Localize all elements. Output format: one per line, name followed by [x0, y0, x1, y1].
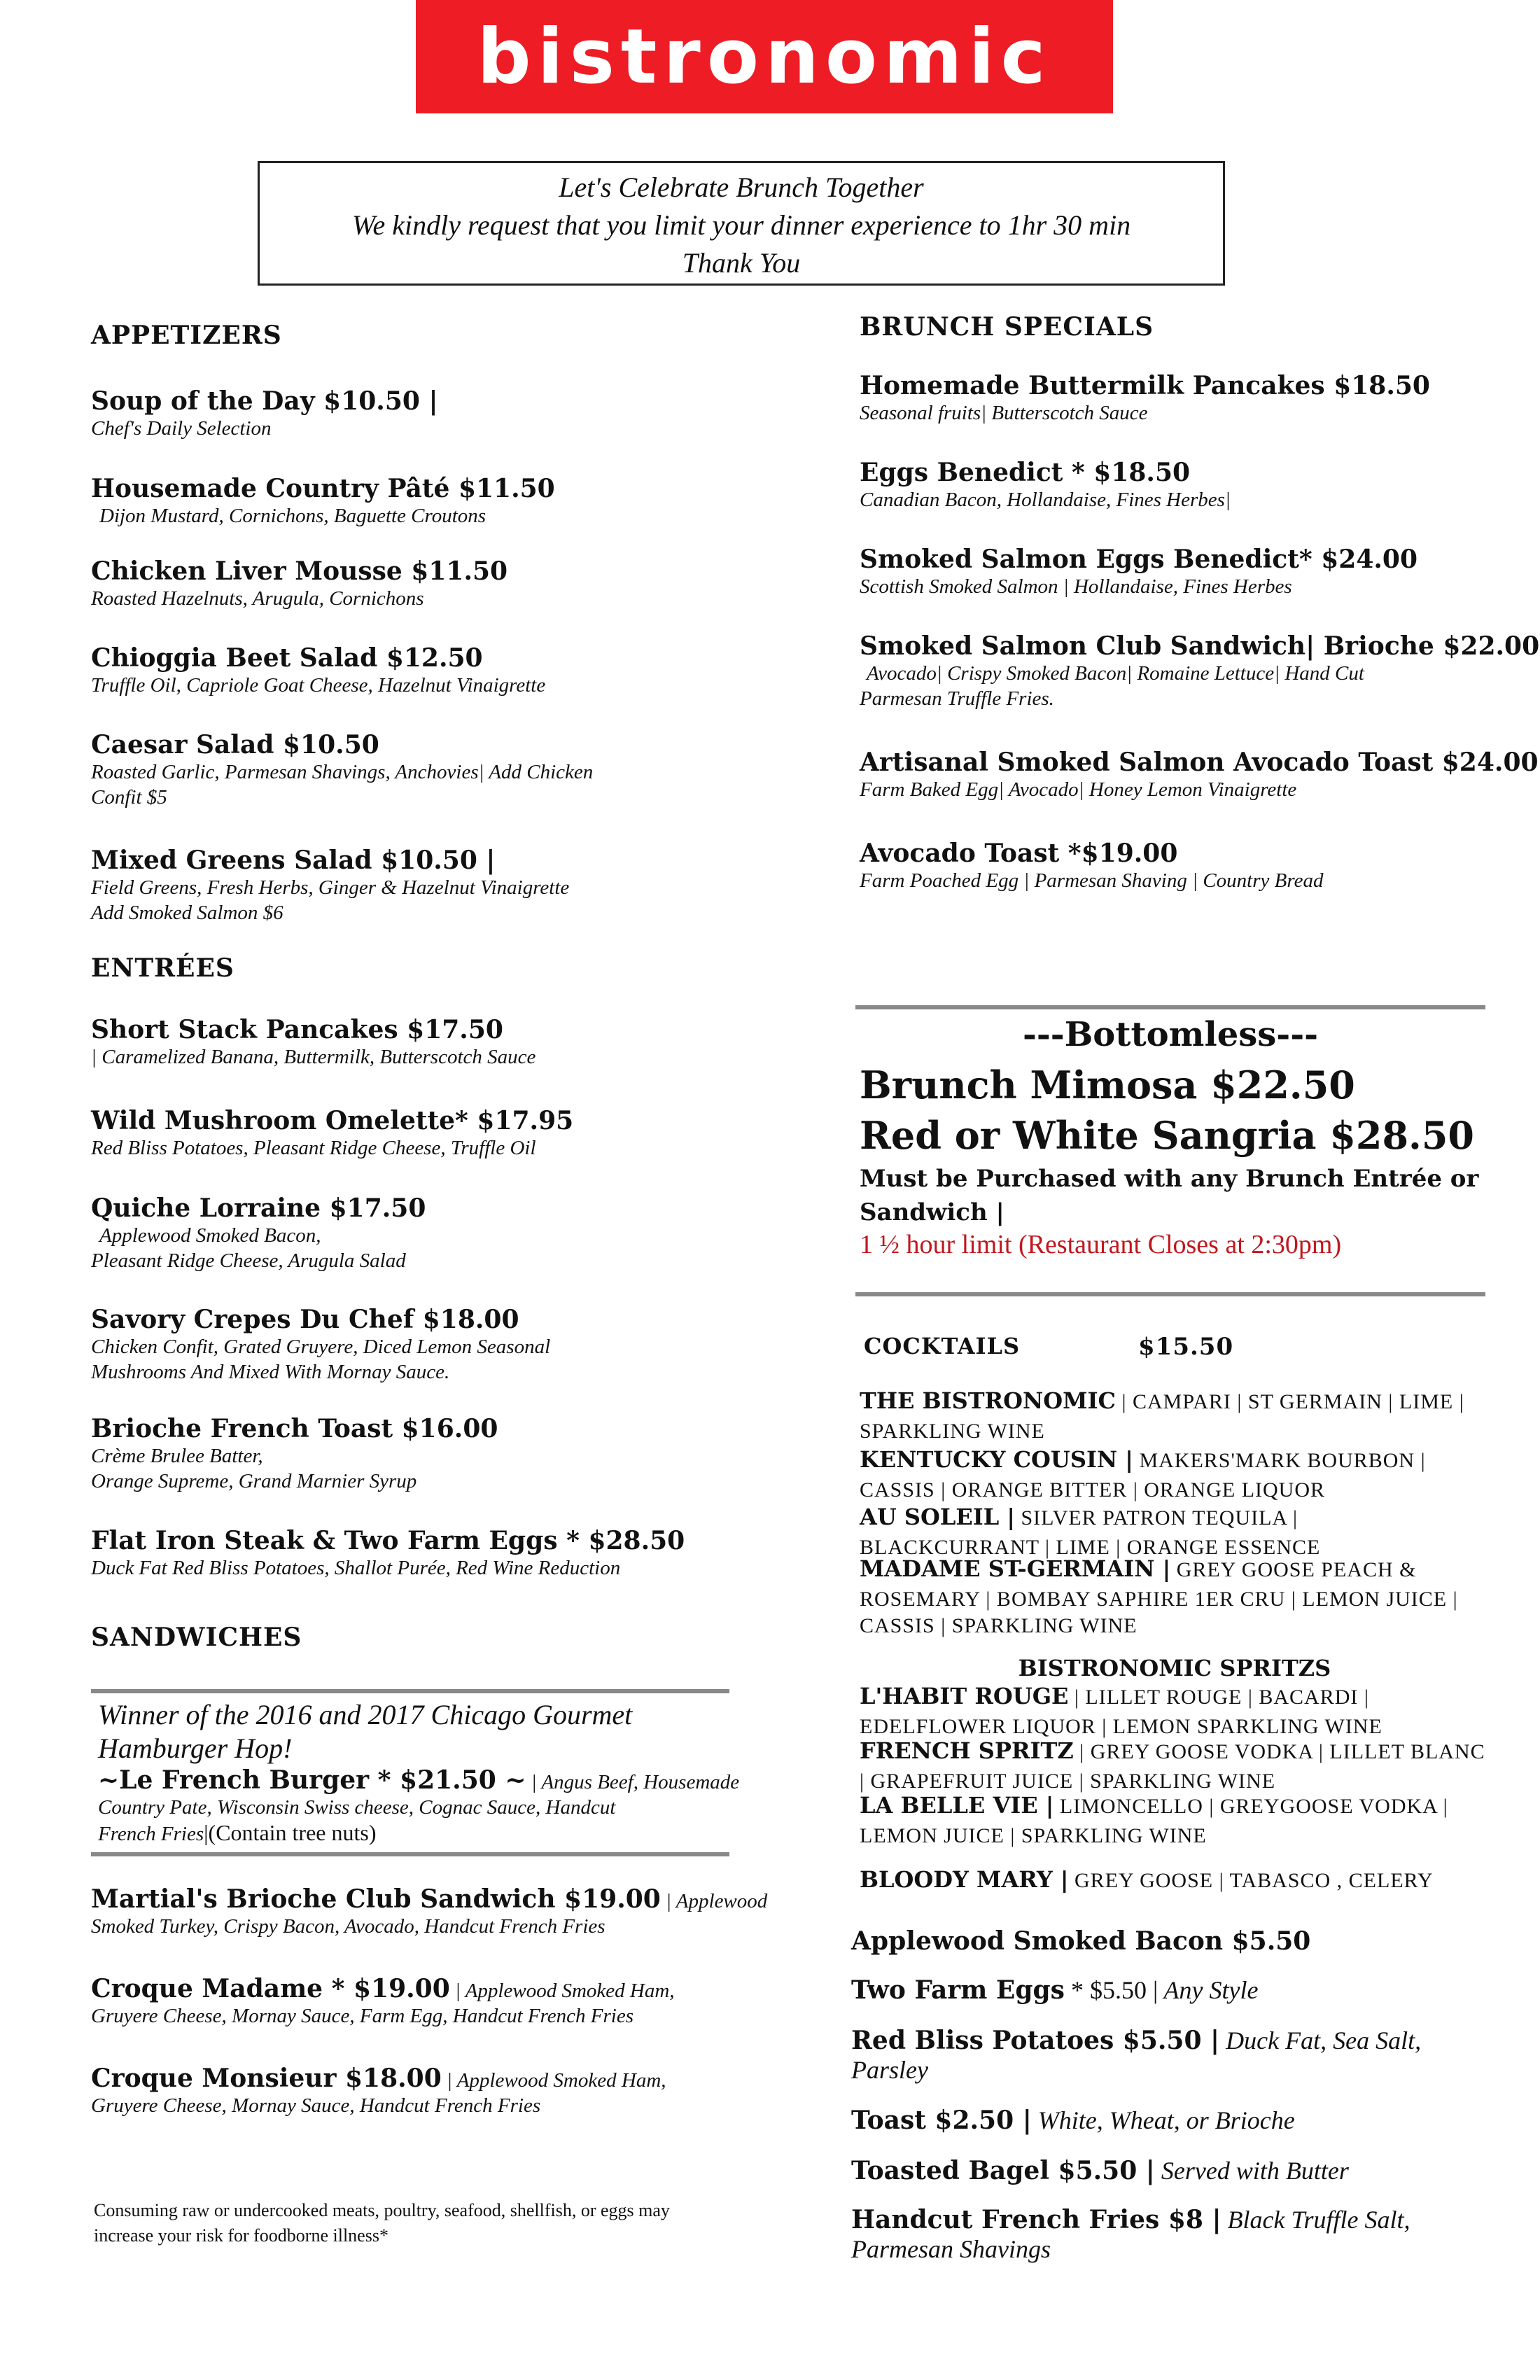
- cocktail-desc: EDELFLOWER LIQUOR | LEMON SPARKLING WINE: [860, 1715, 1382, 1738]
- cocktail-name: AU SOLEIL |: [860, 1504, 1015, 1530]
- item-desc: Field Greens, Fresh Herbs, Ginger & Hazelnut Vinaigrette: [91, 876, 570, 899]
- spritz-title: BISTRONOMIC SPRITZS: [1018, 1655, 1331, 1681]
- cocktail-desc: CASSIS | SPARKLING WINE: [860, 1614, 1138, 1637]
- footnote-line: increase your risk for foodborne illness*: [94, 2225, 388, 2246]
- item-desc: Seasonal fruits| Butterscotch Sauce: [860, 402, 1148, 424]
- side-desc: Parmesan Shavings: [851, 2235, 1051, 2263]
- item-name: Smoked Salmon Eggs Benedict* $24.00: [860, 545, 1418, 574]
- side-name: Applewood Smoked Bacon $5.50: [851, 1926, 1311, 1956]
- item-desc: Applewood Smoked Bacon,: [99, 1224, 321, 1247]
- item-desc: Chicken Confit, Grated Gruyere, Diced Lemon Seasonal: [91, 1336, 551, 1358]
- burger-line: [98, 1765, 740, 1795]
- item-desc: Farm Baked Egg| Avocado| Honey Lemon Vinaigrette: [860, 778, 1297, 801]
- cocktail-item: [860, 1504, 1490, 1561]
- cocktail-item: [860, 1446, 1490, 1504]
- menu-item: [91, 846, 763, 925]
- item-desc: Confit $5: [91, 786, 167, 808]
- item-desc: Gruyere Cheese, Mornay Sauce, Handcut French Fries: [91, 2094, 541, 2117]
- burger-desc: French Fries: [98, 1823, 204, 1845]
- menu-item: [91, 1194, 763, 1273]
- side-item: [851, 2205, 1410, 2264]
- item-desc: Scottish Smoked Salmon | Hollandaise, Fines Herbes: [860, 575, 1292, 598]
- cocktail-desc: GREY GOOSE PEACH &: [1170, 1558, 1417, 1581]
- cocktail-desc: LEMON JUICE | SPARKLING WINE: [860, 1824, 1207, 1847]
- bottomless-title: ---Bottomless---: [1022, 1015, 1319, 1054]
- cocktail-desc: LIMONCELLO | GREYGOOSE VODKA |: [1054, 1795, 1448, 1818]
- side-price: * $5.50 |: [1064, 1976, 1158, 2004]
- side-desc: White, Wheat, or Brioche: [1031, 2106, 1295, 2134]
- side-item: [851, 1926, 1310, 1956]
- side-name: Red Bliss Potatoes $5.50 |: [851, 2026, 1220, 2055]
- cocktail-item: [860, 1555, 1490, 1639]
- appetizers-title: APPETIZERS: [91, 321, 282, 350]
- item-desc: Parmesan Truffle Fries.: [860, 687, 1054, 710]
- cocktail-desc: SPARKLING WINE: [860, 1420, 1045, 1443]
- side-name: Toast $2.50 |: [851, 2106, 1032, 2135]
- menu-item: [91, 1106, 763, 1161]
- menu-item: [860, 839, 1490, 893]
- item-name: Smoked Salmon Club Sandwich| Brioche $22.00: [860, 631, 1540, 661]
- item-name: Mixed Greens Salad $10.50 |: [91, 846, 496, 875]
- item-desc: Red Bliss Potatoes, Pleasant Ridge Cheese, Truffle Oil: [91, 1137, 536, 1159]
- menu-item: [91, 2064, 763, 2118]
- menu-item: [91, 556, 763, 611]
- cocktail-item: [860, 1866, 1490, 1897]
- cocktail-item: [860, 1683, 1490, 1740]
- notice-line: Thank You: [682, 247, 801, 279]
- menu-item: [91, 1526, 763, 1581]
- item-desc: Crème Brulee Batter,: [91, 1445, 263, 1467]
- footnote-line: Consuming raw or undercooked meats, poultry, seafood, shellfish, or eggs may: [94, 2200, 670, 2220]
- side-desc: Black Truffle Salt,: [1221, 2206, 1410, 2234]
- menu-item: [91, 1015, 763, 1070]
- burger-note: |(Contain tree nuts): [204, 1820, 377, 1845]
- cocktail-item: [860, 1387, 1490, 1445]
- cocktail-name: LA BELLE VIE |: [860, 1792, 1054, 1819]
- item-name: Homemade Buttermilk Pancakes $18.50: [860, 371, 1430, 400]
- logo: [416, 0, 1113, 113]
- menu-item: [91, 1305, 763, 1385]
- winner-line: Winner of the 2016 and 2017 Chicago Gourmet: [98, 1699, 633, 1730]
- winner-line: Hamburger Hop!: [98, 1732, 293, 1764]
- cocktail-name: BLOODY MARY |: [860, 1866, 1069, 1893]
- menu-item: [91, 730, 763, 810]
- burger-desc: | Angus Beef, Housemade: [526, 1771, 740, 1793]
- menu-item: [91, 1414, 763, 1494]
- item-name: Flat Iron Steak & Two Farm Eggs * $28.50: [91, 1526, 685, 1555]
- item-desc: Avocado| Crispy Smoked Bacon| Romaine Lettuce| Hand Cut: [867, 662, 1364, 685]
- item-desc: | Applewood Smoked Ham,: [449, 1980, 675, 2002]
- cocktail-item: [860, 1792, 1490, 1849]
- item-desc: Orange Supreme, Grand Marnier Syrup: [91, 1470, 417, 1492]
- cocktails-title: COCKTAILS: [864, 1333, 1021, 1359]
- item-desc: Chef's Daily Selection: [91, 417, 272, 440]
- item-desc: Pleasant Ridge Cheese, Arugula Salad: [91, 1250, 406, 1272]
- menu-item: [860, 748, 1539, 802]
- time-limit: 1 ½ hour limit (Restaurant Closes at 2:30pm): [860, 1230, 1342, 1259]
- item-name: Housemade Country Pâté $11.50: [91, 474, 555, 503]
- mimosa-offer: Brunch Mimosa $22.50: [860, 1063, 1355, 1107]
- item-name: Croque Monsieur $18.00: [91, 2064, 442, 2093]
- cocktail-item: [860, 1737, 1490, 1795]
- brunch-specials-title: BRUNCH SPECIALS: [860, 312, 1154, 342]
- item-desc: Smoked Turkey, Crispy Bacon, Avocado, Handcut French Fries: [91, 1915, 606, 1938]
- item-name: Wild Mushroom Omelette* $17.95: [91, 1106, 574, 1135]
- item-desc: Duck Fat Red Bliss Potatoes, Shallot Purée, Red Wine Reduction: [91, 1557, 621, 1579]
- item-desc: Farm Poached Egg | Parmesan Shaving | Country Bread: [860, 869, 1324, 892]
- item-name: Eggs Benedict * $18.50: [860, 458, 1191, 487]
- cocktail-desc: SILVER PATRON TEQUILA |: [1015, 1506, 1298, 1530]
- sandwiches-title: SANDWICHES: [91, 1623, 302, 1652]
- item-desc: Canadian Bacon, Hollandaise, Fines Herbes|: [860, 489, 1231, 511]
- side-item: [851, 2156, 1349, 2185]
- cocktail-desc: | LILLET ROUGE | BACARDI |: [1068, 1686, 1369, 1709]
- side-desc: Any Style: [1158, 1976, 1259, 2004]
- item-name: Savory Crepes Du Chef $18.00: [91, 1305, 519, 1334]
- item-name: Croque Madame * $19.00: [91, 1974, 450, 2003]
- sangria-offer: Red or White Sangria $28.50: [860, 1113, 1475, 1158]
- notice-box: [258, 161, 1225, 286]
- item-desc: Roasted Hazelnuts, Arugula, Cornichons: [91, 587, 424, 610]
- item-name: Artisanal Smoked Salmon Avocado Toast $24.00: [860, 748, 1539, 777]
- item-name: Chicken Liver Mousse $11.50: [91, 556, 508, 586]
- divider: [855, 1005, 1485, 1009]
- logo-text: bistronomic: [477, 13, 1052, 101]
- item-name: Caesar Salad $10.50: [91, 730, 379, 760]
- item-name: Short Stack Pancakes $17.50: [91, 1015, 503, 1044]
- cocktail-name: MADAME ST-GERMAIN |: [860, 1555, 1171, 1582]
- side-item: [851, 1975, 1258, 2005]
- item-desc: | Applewood: [660, 1890, 768, 1912]
- side-desc: Served with Butter: [1154, 2157, 1349, 2185]
- item-name: Martial's Brioche Club Sandwich $19.00: [91, 1884, 661, 1914]
- cocktail-desc: | CAMPARI | ST GERMAIN | LIME |: [1115, 1390, 1464, 1413]
- item-desc: Truffle Oil, Capriole Goat Cheese, Hazelnut Vinaigrette: [91, 674, 546, 696]
- side-desc: Duck Fat, Sea Salt,: [1219, 2026, 1422, 2054]
- menu-item: [91, 1884, 768, 1939]
- cocktail-desc: | GRAPEFRUIT JUICE | SPARKLING WINE: [860, 1770, 1276, 1793]
- entrees-title: ENTRÉES: [91, 953, 234, 983]
- item-name: Chioggia Beet Salad $12.50: [91, 643, 483, 673]
- notice-line: Let's Celebrate Brunch Together: [559, 172, 924, 203]
- item-desc: Gruyere Cheese, Mornay Sauce, Farm Egg, Handcut French Fries: [91, 2005, 634, 2027]
- note-line: Sandwich |: [860, 1198, 1004, 1226]
- cocktail-name: FRENCH SPRITZ: [860, 1737, 1074, 1764]
- cocktail-desc: CASSIS | ORANGE BITTER | ORANGE LIQUOR: [860, 1478, 1326, 1502]
- cocktails-price: $15.50: [1138, 1333, 1234, 1361]
- item-name: Soup of the Day $10.50 |: [91, 386, 438, 416]
- bottomless-note: [860, 1162, 1490, 1229]
- cocktail-name: KENTUCKY COUSIN |: [860, 1446, 1133, 1473]
- menu-item: [860, 458, 1490, 512]
- item-name: Avocado Toast *$19.00: [860, 839, 1178, 868]
- cocktail-desc: BLACKCURRANT | LIME | ORANGE ESSENCE: [860, 1536, 1321, 1559]
- menu-item: [860, 545, 1490, 599]
- footnote: [94, 2198, 766, 2248]
- side-item: [851, 2106, 1295, 2135]
- cocktail-name: THE BISTRONOMIC: [860, 1387, 1116, 1414]
- menu-item: [91, 474, 763, 528]
- side-item: [851, 2026, 1421, 2085]
- item-name: Quiche Lorraine $17.50: [91, 1194, 426, 1223]
- item-desc: Roasted Garlic, Parmesan Shavings, Anchovies| Add Chicken: [91, 761, 594, 783]
- cocktail-desc: ROSEMARY | BOMBAY SAPHIRE 1ER CRU | LEMON JUICE |: [860, 1588, 1458, 1611]
- cocktail-name: L'HABIT ROUGE: [860, 1683, 1069, 1709]
- notice-line: We kindly request that you limit your dinner experience to 1hr 30 min: [351, 209, 1131, 241]
- item-desc: | Applewood Smoked Ham,: [441, 2069, 666, 2092]
- divider: [91, 1852, 729, 1856]
- item-desc: Mushrooms And Mixed With Mornay Sauce.: [91, 1361, 450, 1383]
- burger-feature: [98, 1698, 740, 1847]
- menu-item: [91, 1974, 763, 2029]
- divider: [855, 1292, 1485, 1296]
- cocktail-desc: | GREY GOOSE VODKA | LILLET BLANC: [1073, 1740, 1485, 1763]
- item-name: Brioche French Toast $16.00: [91, 1414, 498, 1443]
- cocktail-desc: GREY GOOSE | TABASCO , CELERY: [1068, 1869, 1434, 1892]
- note-line: Must be Purchased with any Brunch Entrée or: [860, 1165, 1479, 1193]
- menu-item: [860, 631, 1540, 711]
- divider: [91, 1689, 729, 1693]
- side-name: Toasted Bagel $5.50 |: [851, 2156, 1155, 2185]
- burger-desc: Country Pate, Wisconsin Swiss cheese, Cognac Sauce, Handcut: [98, 1796, 616, 1819]
- cocktail-desc: MAKERS'MARK BOURBON |: [1133, 1449, 1426, 1472]
- menu-item: [91, 386, 763, 441]
- side-name: Two Farm Eggs: [851, 1975, 1065, 2005]
- menu-item: [91, 643, 763, 698]
- item-desc: Dijon Mustard, Cornichons, Baguette Croutons: [99, 505, 486, 527]
- item-desc: | Caramelized Banana, Buttermilk, Butterscotch Sauce: [91, 1046, 536, 1068]
- menu-item: [860, 371, 1490, 426]
- item-desc: Add Smoked Salmon $6: [91, 902, 284, 924]
- side-desc: Parsley: [851, 2056, 928, 2084]
- side-name: Handcut French Fries $8 |: [851, 2205, 1222, 2234]
- burger-name: ~Le French Burger * $21.50 ~: [98, 1765, 526, 1795]
